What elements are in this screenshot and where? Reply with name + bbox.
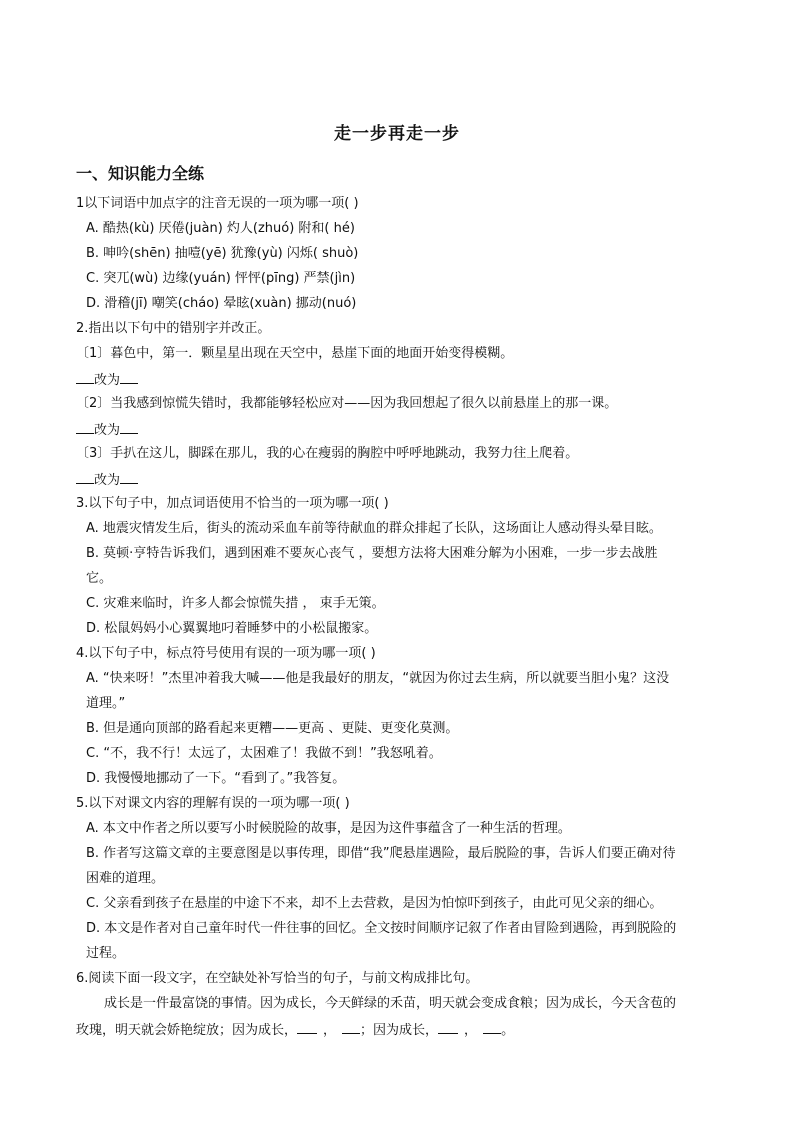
section-heading: 一、知识能力全练 xyxy=(76,164,205,183)
question-1-option-b: B. 呻吟(shēn) 抽噎(yē) 犹豫(yù) 闪烁( shuò) xyxy=(86,246,359,261)
question-2-sentence-1: 〔1〕暮色中，第一．颗星星出现在天空中，悬崖下面的地面开始变得模糊。 xyxy=(76,346,514,361)
page-title: 走一步再走一步 xyxy=(334,124,460,144)
question-5-option-d-line-2: 过程。 xyxy=(86,946,126,961)
question-6-passage-line-2: 玫瑰，明天就会娇艳绽放；因为成长， ， ；因为成长， ， 。 xyxy=(76,1020,514,1039)
question-2-fix-3: 改为 xyxy=(76,470,138,489)
question-3-option-d: D. 松鼠妈妈小心翼翼地叼着睡梦中的小松鼠搬家。 xyxy=(86,621,378,636)
question-6-stem: 6.阅读下面一段文字，在空缺处补写恰当的句子，与前文构成排比句。 xyxy=(76,971,479,986)
question-1-option-a: A. 酷热(kù) 厌倦(juàn) 灼人(zhuó) 附和( hé) xyxy=(86,221,355,236)
question-2-sentence-2: 〔2〕当我感到惊慌失错时，我都能够轻松应对——因为我回想起了很久以前悬崖上的那一课。 xyxy=(76,396,618,411)
question-1-option-d: D. 滑稽(jī) 嘲笑(cháo) 晕眩(xuàn) 挪动(nuó) xyxy=(86,296,357,311)
question-6-passage-line-1: 成长是一件最富饶的事情。因为成长，今天鲜绿的禾苗，明天就会变成食粮；因为成长，今天含苞的 xyxy=(104,996,677,1011)
question-4-option-a-line-2: 道理。” xyxy=(86,696,126,711)
question-5-option-a: A. 本文中作者之所以要写小时候脱险的故事，是因为这件事蕴含了一种生活的哲理。 xyxy=(86,821,571,836)
question-1-stem: 1以下词语中加点字的注音无误的一项为哪一项( ) xyxy=(76,196,359,211)
question-3-option-b-line-1: B. 莫顿·亨特告诉我们，遇到困难不要灰心丧气 ，要想方法将大困难分解为小困难，一步一步去战胜 xyxy=(86,546,658,561)
question-5-option-b-line-2: 困难的道理。 xyxy=(86,871,165,886)
question-1-option-c: C. 突兀(wù) 边缘(yuán) 怦怦(pīng) 严禁(jìn) xyxy=(86,271,356,286)
question-5-option-b-line-1: B. 作者写这篇文章的主要意图是以事传理，即借“我”爬悬崖遇险，最后脱险的事，告诉人们要正确对待 xyxy=(86,846,676,861)
question-3-option-c: C. 灾难来临时，许多人都会惊慌失措 ， 束手无策。 xyxy=(86,596,385,611)
question-4-option-c: C. “不，我不行！太远了，太困难了！我做不到！”我怒吼着。 xyxy=(86,746,442,761)
question-2-fix-2: 改为 xyxy=(76,420,138,439)
question-2-fix-1: 改为 xyxy=(76,370,138,389)
question-3-stem: 3.以下句子中，加点词语使用不恰当的一项为哪一项( ) xyxy=(76,496,389,511)
question-5-stem: 5.以下对课文内容的理解有误的一项为哪一项( ) xyxy=(76,796,350,811)
question-4-option-b: B. 但是通向顶部的路看起来更糟——更高 、更陡、更变化莫测。 xyxy=(86,721,459,736)
question-3-option-a: A. 地震灾情发生后，街头的流动采血车前等待献血的群众排起了长队，这场面让人感动得头晕目眩。 xyxy=(86,521,662,536)
question-2-sentence-3: 〔3〕手扒在这儿，脚踩在那儿，我的心在瘦弱的胸腔中呼呼地跳动，我努力往上爬着。 xyxy=(76,446,579,461)
question-5-option-c: C. 父亲看到孩子在悬崖的中途下不来，却不上去营救，是因为怕惊吓到孩子，由此可见父亲的细心。 xyxy=(86,896,663,911)
question-3-option-b-line-2: 它。 xyxy=(86,571,113,586)
question-4-stem: 4.以下句子中，标点符号使用有误的一项为哪一项( ) xyxy=(76,646,376,661)
question-4-option-d: D. 我慢慢地挪动了一下。“看到了。”我答复。 xyxy=(86,771,346,786)
question-5-option-d-line-1: D. 本文是作者对自己童年时代一件往事的回忆。全文按时间顺序记叙了作者由冒险到遇险，再到脱险的 xyxy=(86,921,677,936)
question-4-option-a-line-1: A. “快来呀！”杰里冲着我大喊——他是我最好的朋友，“就因为你过去生病，所以就要当胆小鬼？这没 xyxy=(86,671,670,686)
question-2-stem: 2.指出以下句中的错别字并改正。 xyxy=(76,321,271,336)
